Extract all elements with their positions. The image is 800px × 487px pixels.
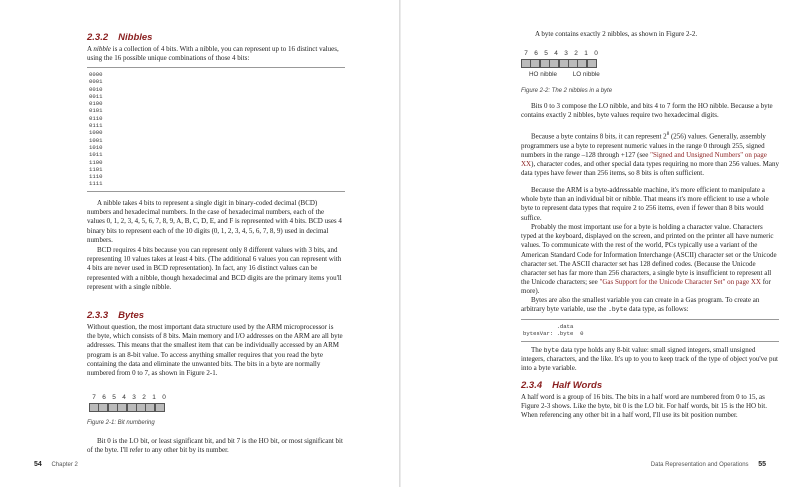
bit-label: 3 (132, 394, 136, 401)
bit-cell (155, 403, 165, 412)
nibble-value: 1011 (89, 151, 103, 159)
bytes-paragraph-2: Bit 0 is the LO bit, or least significant bit, and bit 7 is the HO bit, or most significant bit of the byte. I'll refer to any other bit by its number. (87, 437, 343, 455)
section-title: Bytes (118, 310, 145, 321)
link-unicode-support[interactable]: "Gas Support for the Unicode Character Set" on page XX (599, 278, 761, 287)
ho-nibble-label: HO nibble (529, 71, 558, 78)
bit-cells (89, 403, 169, 412)
right-page (401, 0, 800, 487)
footer-title: Data Representation and Operations (650, 462, 749, 468)
code-line: .data (523, 323, 574, 330)
bit-label: 7 (524, 50, 528, 57)
nibble-value: 0111 (89, 122, 103, 130)
nibble-value: 1010 (89, 143, 103, 151)
nibble-value: 1110 (89, 173, 103, 181)
section-heading-nibbles (87, 32, 152, 43)
bit-cells (521, 59, 601, 68)
page-number: 54 (34, 461, 42, 468)
byte-intro: A byte contains exactly 2 nibbles, as shown in Figure 2-2. (535, 30, 698, 38)
code-line: bytesVar: .byte 0 (523, 330, 584, 338)
bit-labels (521, 50, 601, 57)
nibble-value: 0000 (89, 71, 103, 78)
right-paragraph-5: Bytes are also the smallest variable you can create in a Gas program. To create an arbitrary byte variable, use the .byte data type, as follows: (521, 296, 760, 314)
bit-label: 5 (544, 50, 548, 57)
nibble-value: 1000 (89, 129, 103, 137)
bytes-paragraph-1: Without question, the most important data structure used by the ARM microprocessor is the byte, which consists of 8 bits. Main memory and I/O addresses on the ARM are all byte addresses. This means that the smallest item that can be individually accessed by an ARM program is an 8-bit value. To access anything smaller requires that you read the byte containing the data and eliminate the unwanted bits. The bits in a byte are normally numbered from 0 to 7, as shown in Figure 2-1. (87, 323, 343, 378)
nibble-value: 1111 (89, 180, 103, 188)
section-heading-half-words (521, 380, 602, 391)
section-title: Half Words (552, 380, 603, 391)
bit-label: 6 (102, 394, 106, 401)
lo-nibble-label: LO nibble (572, 71, 600, 78)
left-page (0, 0, 399, 487)
byte-declaration-code (521, 319, 779, 342)
bit-label: 1 (152, 394, 156, 401)
figure-caption: Figure 2-2: The 2 nibbles in a byte (521, 88, 613, 94)
section-number: 2.3.2 (87, 32, 109, 43)
section-number: 2.3.4 (521, 380, 543, 391)
half-words-paragraph: A half word is a group of 16 bits. The bits in a half word are numbered from 0 to 15, as Figure 2-3 shows. Like the byte, bit 0 is the LO bit. For half words, bit 15 is the HO bit. When referencing any other bit in a half word, I'll use its bit position number. (521, 393, 767, 420)
bit-label: 5 (112, 394, 116, 401)
nibbles-paragraph-1: A nibble takes 4 bits to represent a single digit in binary-coded decimal (BCD) numbers and hexadecimal numbers. In the case of hexadecimal numbers, each of the values 0, 1, 2, 3, 4, 5, 6, 7, 8, 9, A, B, C, D, E, and F is represented with 4 bits. BCD uses 4 binary bits to represent each of the 10 digits (0, 1, 2, 3, 4, 5, 6, 7, 8, 9) used in decimal numbers. (87, 199, 342, 244)
right-paragraph-4: Probably the most important use for a byte is holding a character value. Characters typed at the keyboard, displayed on the screen, and printed on the printer all have numeric values. To communicate with the rest of the world, PCs typically use a variant of the American Standard Code for Information Interchange (ASCII) character set or the Unicode character set. The ASCII character set has 128 defined codes. (Because the Unicode character set has far more than 256 characters, a single byte is insufficient to represent all the Unicode characters; see "Gas Support for the Unicode Character Set" on page XX for more). (521, 223, 777, 296)
nibble-value: 0011 (89, 92, 103, 100)
page-number: 55 (758, 461, 766, 468)
nibble-value: 1101 (89, 165, 103, 173)
bit-label: 4 (122, 394, 126, 401)
bit-labels (89, 394, 169, 401)
nibble-value: 1100 (89, 158, 103, 166)
chapter-label: Chapter 2 (51, 462, 78, 468)
link-signed-unsigned[interactable]: "Signed and Unsigned Numbers" on page XX (521, 150, 767, 168)
nibbles-intro: A nibble is a collection of 4 bits. With a nibble, you can represent up to 16 distinct values, using the 16 possible unique combinations of those 4 bits: (87, 45, 339, 63)
section-heading-bytes (87, 310, 144, 321)
right-paragraph-3: Because the ARM is a byte-addressable machine, it's more efficient to manipulate a whole byte than an individual bit or nibble. That means it's more efficient to use a whole byte to represent data types that require 2 to 256 items, even if fewer than 8 bits would suffice. (521, 186, 769, 222)
right-paragraph-1: Bits 0 to 3 compose the LO nibble, and bits 4 to 7 form the HO nibble. Because a byte contains exactly 2 nibbles, byte values require two hexadecimal digits. (521, 102, 773, 120)
bit-label: 6 (534, 50, 538, 57)
nibble-value: 0101 (89, 107, 103, 115)
bit-label: 3 (564, 50, 568, 57)
nibble-value: 1001 (89, 136, 103, 144)
nibble-value: 0001 (89, 78, 103, 86)
nibbles-figure (521, 50, 601, 68)
nibble-value: 0100 (89, 100, 103, 108)
nibble-labels (529, 71, 600, 78)
bit-label: 0 (594, 50, 598, 57)
bit-cell (587, 59, 597, 68)
bit-label: 0 (162, 394, 166, 401)
nibble-values-listing (87, 67, 345, 192)
figure-caption: Figure 2-1: Bit numbering (87, 420, 155, 426)
bit-label: 1 (584, 50, 588, 57)
right-paragraph-6: The byte data type holds any 8-bit value: small signed integers, small unsigned integers, characters, and the like. It's up to you to keep track of the type of object you've put into a byte variable. (521, 346, 778, 373)
bit-numbering-figure (89, 394, 169, 412)
bit-label: 4 (554, 50, 558, 57)
left-footer (34, 461, 78, 468)
bit-label: 2 (574, 50, 578, 57)
nibble-value: 0010 (89, 85, 103, 93)
nibbles-paragraph-2: BCD requires 4 bits because you can represent only 8 different values with 3 bits, and representing 10 values takes at least 4 bits. (The additional 6 values you can represent with 4 bits are never used in BCD representation). In fact, any 16 distinct values can be represented with a nibble, though hexadecimal and BCD digits are the primary items you'll represent with a single nibble. (87, 246, 342, 291)
bit-label: 7 (92, 394, 96, 401)
section-title: Nibbles (118, 32, 153, 43)
nibble-value: 0110 (89, 114, 103, 122)
right-paragraph-2: Because a byte contains 8 bits, it can represent $2^8$ (256) values. Generally, assembly programmers use a byte to represent numeric values in the range 0 through 255, signed numbers in the range –128 through +127 (see "Signed and Unsigned Numbers" on page XX), character codes, and other special data types requiring no more than 256 values. Many data types have fewer than 256 items, so 8 bits is often sufficient. (521, 132, 779, 178)
right-footer (651, 461, 766, 468)
section-number: 2.3.3 (87, 310, 109, 321)
bit-label: 2 (142, 394, 146, 401)
